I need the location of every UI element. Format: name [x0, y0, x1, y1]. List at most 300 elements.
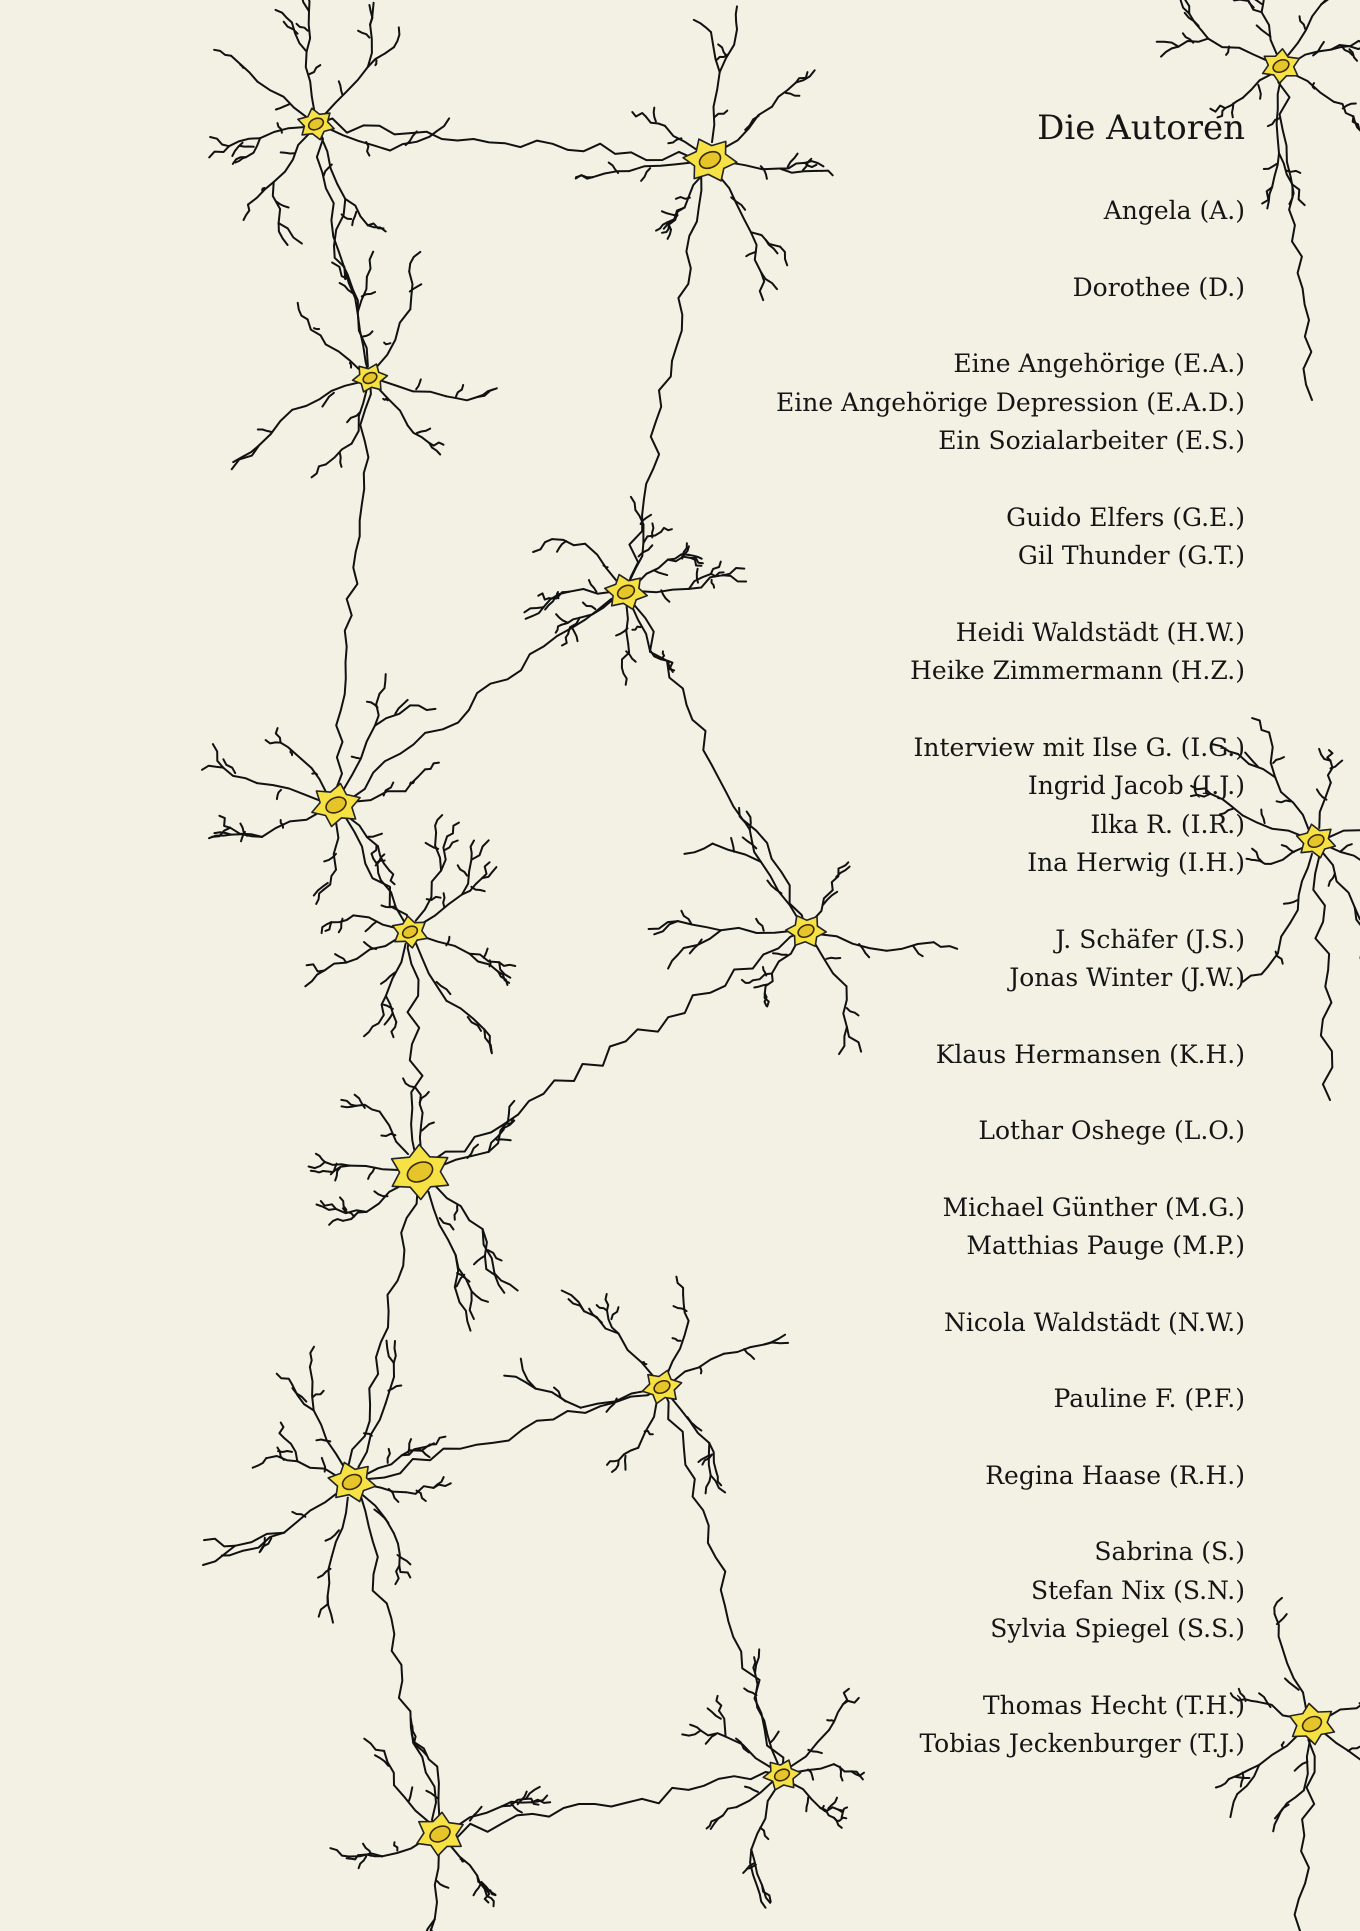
dendrite	[328, 1596, 333, 1622]
dendrite	[1340, 844, 1352, 852]
dendrite	[1268, 923, 1290, 967]
dendrite	[470, 1291, 474, 1319]
dendrite	[372, 846, 377, 859]
dendrite	[456, 385, 463, 397]
dendrite	[223, 768, 257, 784]
author-group	[776, 269, 1245, 308]
dendrite	[716, 1696, 721, 1711]
dendrite	[202, 766, 223, 770]
dendrite	[1282, 1742, 1284, 1747]
author-entry: Ilka R. (I.R.)	[1090, 809, 1245, 839]
dendrite	[471, 840, 488, 859]
dendrite	[314, 328, 319, 329]
dendrite	[435, 833, 441, 871]
author-entry: Stefan Nix (S.N.)	[1030, 1575, 1245, 1605]
dendrite	[434, 1483, 451, 1488]
dendrite	[474, 1883, 481, 1895]
dendrite	[394, 1341, 396, 1363]
dendrite	[1252, 718, 1269, 732]
dendrite	[1243, 815, 1304, 836]
dendrite	[690, 1725, 701, 1731]
dendrite	[284, 22, 298, 34]
dendrite	[297, 1461, 337, 1476]
dendrite	[684, 844, 712, 854]
dendrite	[277, 1374, 293, 1385]
dendrite	[753, 1657, 755, 1673]
dendrite	[357, 938, 399, 959]
dendrite	[742, 980, 753, 983]
dendrite	[682, 1730, 700, 1735]
dendrite	[447, 823, 459, 837]
dendrite	[583, 603, 595, 610]
dendrite	[471, 841, 474, 860]
author-group	[776, 1380, 1245, 1419]
dendrite	[390, 137, 430, 151]
dendrite	[1323, 853, 1355, 908]
author-entry: Klaus Hermansen (K.H.)	[935, 1039, 1245, 1069]
authors-list	[776, 108, 1245, 1802]
dendrite	[445, 841, 458, 851]
author-entry: Ein Sozialarbeiter (E.S.)	[938, 426, 1245, 455]
dendrite	[458, 865, 467, 875]
dendrite	[706, 1475, 711, 1493]
dendrite	[390, 871, 395, 885]
author-groups	[776, 192, 1245, 1764]
dendrite	[629, 163, 692, 172]
dendrite	[214, 50, 231, 56]
author-entry: Eine Angehörige (E.A.)	[953, 349, 1245, 378]
dendrite	[556, 625, 562, 633]
dendrite	[1241, 0, 1254, 8]
dendrite	[1268, 118, 1280, 126]
dendrite	[410, 782, 414, 784]
dendrite	[632, 627, 640, 630]
dendrite	[364, 1023, 379, 1036]
dendrite	[321, 136, 346, 199]
dendrite	[384, 343, 390, 345]
dendrite	[1329, 819, 1360, 837]
dendrite	[622, 668, 627, 685]
dendrite	[639, 545, 653, 556]
dendrite	[683, 1295, 689, 1321]
dendrite	[395, 1566, 399, 1584]
dendrite	[383, 399, 388, 401]
dendrite	[753, 974, 772, 981]
dendrite	[1259, 1693, 1270, 1707]
dendrite	[352, 1482, 440, 1834]
dendrite	[440, 1772, 782, 1838]
dendrite	[394, 27, 400, 47]
dendrite	[637, 560, 668, 584]
dendrite	[477, 388, 497, 397]
dendrite	[1277, 801, 1291, 803]
dendrite	[341, 1100, 356, 1106]
dendrite	[1261, 810, 1264, 824]
dendrite	[1262, 0, 1264, 12]
dendrite	[1313, 841, 1332, 1100]
dendrite	[352, 212, 356, 225]
dendrite	[307, 964, 325, 971]
dendrite	[437, 1767, 439, 1817]
dendrite	[1295, 1724, 1315, 1931]
author-group	[776, 192, 1245, 231]
author-group	[776, 1533, 1245, 1649]
dendrite	[649, 921, 678, 929]
dendrite	[328, 128, 390, 150]
dendrite	[511, 1803, 522, 1812]
dendrite	[369, 5, 372, 25]
page-title: Die Autoren	[1037, 108, 1245, 148]
dendrite	[233, 445, 259, 462]
dendrite	[820, 1808, 834, 1818]
dendrite	[745, 1787, 758, 1792]
dendrite	[209, 146, 229, 157]
dendrite	[1180, 0, 1189, 14]
dendrite	[430, 118, 450, 136]
dendrite	[745, 116, 758, 130]
author-entry: Sylvia Spiegel (S.S.)	[990, 1614, 1245, 1643]
dendrite	[297, 24, 308, 31]
dendrite	[462, 860, 471, 895]
dendrite	[292, 1512, 305, 1517]
dendrite	[676, 197, 690, 199]
dendrite	[533, 539, 552, 552]
dendrite	[219, 816, 230, 828]
dendrite	[348, 817, 378, 846]
dendrite	[711, 1815, 724, 1829]
dendrite	[350, 363, 351, 368]
dendrite	[474, 1256, 485, 1265]
dendrite	[364, 1739, 384, 1751]
dendrite	[719, 176, 751, 233]
author-group	[776, 345, 1245, 461]
dendrite	[306, 52, 315, 112]
dendrite	[301, 759, 326, 792]
author-entry: Nicola Waldstädt (N.W.)	[944, 1307, 1245, 1337]
dendrite	[367, 252, 373, 277]
author-group	[776, 1112, 1245, 1151]
dendrite	[455, 1206, 458, 1220]
dendrite	[204, 1539, 235, 1547]
dendrite	[277, 790, 281, 799]
dendrite	[409, 252, 420, 272]
dendrite	[526, 1787, 540, 1799]
dendrite	[358, 31, 369, 38]
dendrite	[316, 119, 710, 161]
author-entry: J. Schäfer (J.S.)	[1055, 924, 1245, 954]
dendrite	[718, 44, 726, 56]
dendrite	[712, 72, 720, 142]
dendrite	[1274, 1598, 1282, 1614]
dendrite	[632, 112, 646, 117]
dendrite	[292, 1388, 306, 1401]
dendrite	[1243, 967, 1268, 982]
dendrite	[756, 919, 764, 931]
dendrite	[1250, 0, 1262, 4]
dendrite	[437, 1881, 448, 1888]
dendrite	[556, 614, 567, 622]
author-entry: Jonas Winter (J.W.)	[1009, 963, 1245, 992]
dendrite	[394, 1533, 400, 1565]
dendrite	[668, 138, 681, 143]
dendrite	[386, 944, 406, 996]
author-entry: Dorothee (D.)	[1072, 272, 1245, 302]
dendrite	[309, 1162, 325, 1168]
dendrite	[719, 1711, 726, 1737]
dendrite	[572, 628, 577, 641]
author-entry: Ina Herwig (I.H.)	[1027, 848, 1245, 877]
dendrite	[1282, 845, 1294, 852]
dendrite	[248, 182, 274, 205]
dendrite	[606, 1294, 609, 1311]
dendrite	[386, 1363, 394, 1403]
dendrite	[410, 705, 435, 710]
dendrite	[274, 134, 309, 182]
dendrite	[1275, 1614, 1283, 1647]
author-group	[776, 1189, 1245, 1266]
author-entry: Heidi Waldstädt (H.W.)	[955, 617, 1245, 647]
dendrite	[258, 82, 306, 117]
dendrite	[326, 444, 352, 465]
dendrite	[284, 1438, 298, 1462]
dendrite	[210, 137, 229, 146]
dendrite	[332, 1498, 348, 1557]
dendrite	[352, 757, 359, 759]
dendrite	[1269, 732, 1275, 777]
dendrite	[367, 1185, 403, 1212]
dendrite	[328, 1556, 332, 1596]
dendrite	[420, 931, 806, 1172]
dendrite	[417, 1919, 434, 1931]
dendrite	[298, 303, 308, 320]
dendrite	[322, 1458, 325, 1472]
dendrite	[712, 580, 715, 588]
author-entry: Regina Haase (R.H.)	[985, 1460, 1245, 1490]
dendrite	[399, 1566, 410, 1578]
dendrite	[786, 93, 800, 96]
dendrite	[839, 1807, 848, 1812]
dendrite	[1328, 761, 1333, 783]
dendrite	[408, 426, 430, 443]
dendrite	[334, 822, 339, 870]
dendrite	[435, 1851, 439, 1919]
dendrite	[1295, 1762, 1308, 1771]
author-entry: Tobias Jeckenburger (T.J.)	[919, 1729, 1245, 1758]
dendrite	[301, 0, 309, 11]
dendrite	[356, 1105, 379, 1112]
dendrite	[552, 539, 585, 545]
dendrite	[641, 168, 650, 181]
dendrite	[665, 126, 696, 149]
dendrite	[622, 644, 629, 668]
dendrite	[739, 808, 750, 830]
dendrite	[460, 1302, 471, 1330]
dendrite	[376, 309, 410, 368]
dendrite	[425, 763, 439, 770]
dendrite	[446, 396, 477, 400]
dendrite	[1327, 1693, 1360, 1718]
dendrite	[441, 836, 447, 870]
dendrite	[406, 769, 426, 791]
dendrite	[640, 589, 689, 592]
dendrite	[697, 569, 698, 583]
dendrite	[324, 870, 336, 890]
dendrite	[375, 60, 376, 65]
author-entry: Eine Angehörige Depression (E.A.D.)	[775, 387, 1245, 417]
dendrite	[416, 943, 447, 1001]
dendrite	[385, 1013, 393, 1024]
dendrite	[662, 211, 675, 215]
dendrite	[276, 10, 292, 23]
dendrite	[368, 25, 372, 68]
dendrite	[416, 379, 421, 389]
dendrite	[1271, 847, 1304, 864]
dendrite	[611, 1307, 618, 1319]
dendrite	[310, 1347, 314, 1367]
dendrite	[427, 897, 441, 900]
dendrite	[597, 1305, 607, 1310]
dendrite	[1348, 1746, 1360, 1751]
dendrite	[589, 1309, 602, 1323]
dendrite	[310, 1367, 314, 1410]
dendrite	[1281, 1790, 1304, 1812]
dendrite	[1325, 1734, 1360, 1777]
dendrite	[619, 1334, 654, 1377]
dendrite	[359, 1856, 367, 1868]
dendrite	[384, 783, 394, 796]
dendrite	[694, 20, 711, 32]
dendrite	[382, 905, 396, 907]
dendrite	[364, 942, 376, 949]
dendrite	[626, 651, 636, 661]
dendrite	[562, 634, 568, 646]
dendrite	[387, 1341, 394, 1363]
dendrite	[368, 1168, 375, 1179]
author-group	[776, 1036, 1245, 1075]
dendrite	[744, 1349, 754, 1359]
dendrite	[366, 1455, 402, 1474]
dendrite	[1279, 153, 1292, 184]
dendrite	[1327, 750, 1332, 761]
dendrite	[1161, 47, 1179, 57]
dendrite	[722, 568, 744, 575]
dendrite	[312, 464, 326, 477]
dendrite	[244, 205, 250, 220]
author-entry: Thomas Hecht (T.H.)	[982, 1690, 1245, 1720]
dendrite	[1264, 164, 1277, 169]
dendrite	[435, 815, 442, 832]
dendrite	[589, 580, 597, 592]
dendrite	[654, 570, 667, 575]
dendrite	[379, 996, 386, 1024]
dendrite	[715, 111, 728, 117]
dendrite	[391, 1022, 396, 1037]
author-entry: Heike Zimmermann (H.Z.)	[910, 656, 1245, 685]
dendrite	[279, 1423, 283, 1438]
dendrite	[324, 959, 357, 971]
dendrite	[381, 880, 404, 921]
dendrite	[744, 1688, 756, 1695]
dendrite	[310, 65, 321, 74]
author-entry: Interview mit Ilse G. (I.G.)	[913, 732, 1245, 762]
dendrite	[276, 104, 289, 109]
author-group	[776, 729, 1245, 883]
dendrite	[279, 223, 302, 244]
dendrite	[700, 1367, 702, 1374]
dendrite	[1272, 153, 1279, 187]
dendrite	[305, 971, 324, 987]
dendrite	[722, 575, 746, 581]
dendrite	[731, 838, 734, 852]
author-group	[776, 1457, 1245, 1496]
dendrite	[585, 544, 617, 581]
dendrite	[349, 1172, 420, 1482]
dendrite	[426, 1791, 438, 1799]
dendrite	[375, 694, 380, 726]
dendrite	[259, 410, 292, 446]
dendrite	[330, 1848, 349, 1856]
dendrite	[1276, 952, 1283, 964]
author-group	[776, 499, 1245, 576]
author-entry: Michael Günther (M.G.)	[942, 1192, 1245, 1222]
dendrite	[1243, 75, 1271, 98]
dendrite	[380, 1112, 408, 1155]
dendrite	[1278, 66, 1312, 400]
dendrite	[743, 837, 757, 848]
dendrite	[257, 783, 320, 800]
dendrite	[417, 1491, 426, 1501]
dendrite	[661, 528, 672, 532]
dendrite	[326, 344, 361, 371]
dendrite	[1284, 900, 1298, 904]
dendrite	[532, 1796, 548, 1803]
dendrite	[231, 56, 257, 82]
dendrite	[736, 6, 737, 29]
dendrite	[319, 1596, 328, 1616]
dendrite	[1275, 777, 1309, 829]
dendrite	[380, 674, 386, 694]
dendrite	[674, 1354, 724, 1381]
dendrite	[409, 1787, 412, 1801]
dendrite	[1321, 0, 1344, 4]
dendrite	[673, 1338, 681, 1341]
dendrite	[229, 138, 260, 146]
dendrite	[625, 1456, 626, 1470]
dendrite	[316, 1440, 330, 1442]
dendrite	[663, 651, 665, 657]
author-entry: Angela (A.)	[1103, 196, 1245, 225]
author-group	[776, 1687, 1245, 1764]
dendrite	[1258, 85, 1261, 99]
dendrite	[668, 948, 684, 969]
dendrite	[1259, 1734, 1299, 1765]
dendrite	[213, 744, 223, 768]
dendrite	[313, 1391, 324, 1398]
dendrite	[325, 67, 368, 115]
dendrite	[471, 887, 484, 891]
dendrite	[631, 497, 640, 516]
dendrite	[308, 319, 326, 344]
dendrite	[757, 1708, 777, 1764]
dendrite	[760, 1828, 768, 1840]
dendrite	[607, 1460, 619, 1465]
dendrite	[1317, 789, 1327, 799]
dendrite	[292, 382, 359, 409]
author-group	[776, 921, 1245, 998]
dendrite	[381, 381, 446, 397]
dendrite	[253, 1458, 267, 1468]
dendrite	[472, 1291, 489, 1302]
